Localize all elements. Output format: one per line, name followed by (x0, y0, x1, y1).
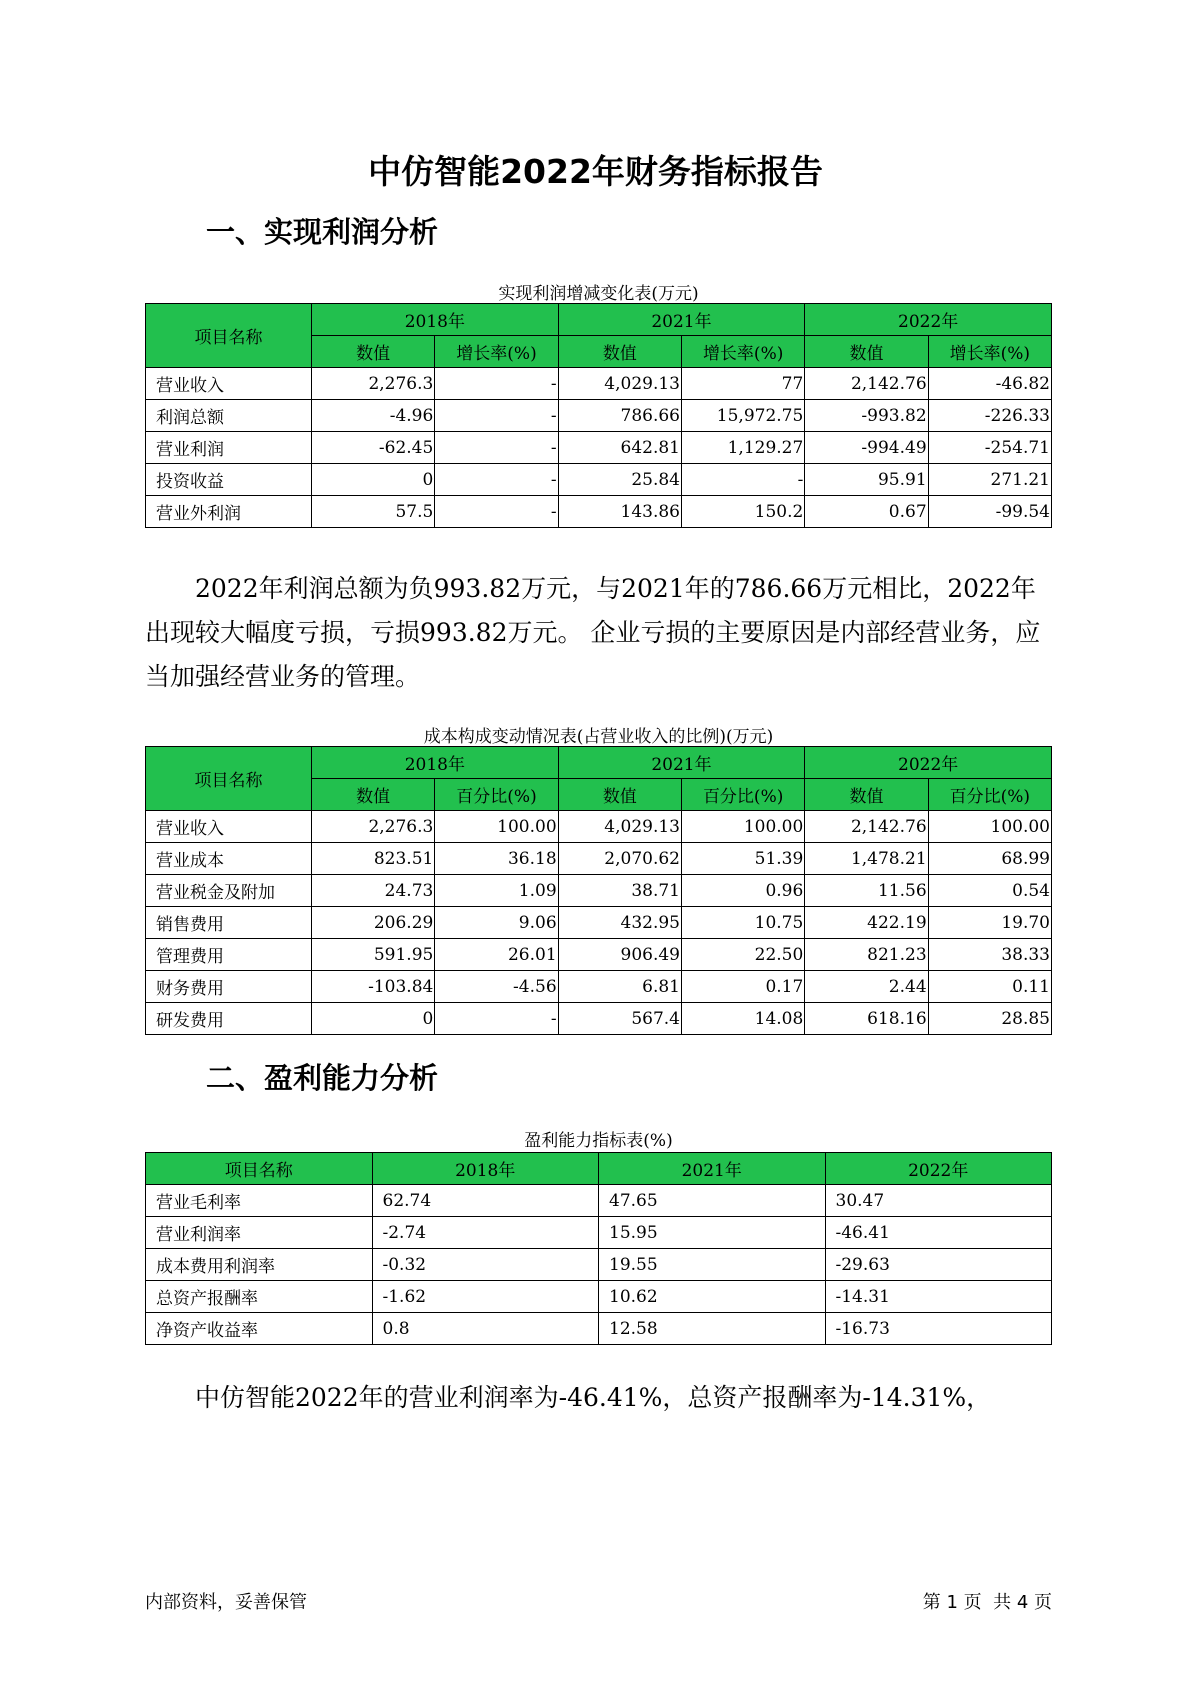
section-heading-profitability: 二、盈利能力分析 (206, 1061, 439, 1095)
table-row (146, 971, 1052, 1003)
table-caption-profit-change: 实现利润增减变化表(万元) (498, 284, 699, 304)
value-cell: -14.31 (825, 1281, 1052, 1313)
value-cell: 143.86 (558, 496, 681, 528)
value-cell: 36.18 (435, 843, 558, 875)
value-cell: 0 (312, 464, 435, 496)
value-cell: 25.84 (558, 464, 681, 496)
table-row (146, 1313, 1052, 1345)
value-cell: 271.21 (928, 464, 1051, 496)
row-label-cell: 财务费用 (146, 971, 312, 1003)
value-cell: -4.96 (312, 400, 435, 432)
value-cell: -103.84 (312, 971, 435, 1003)
table-subheader-value: 数值 (805, 336, 928, 368)
value-cell: 47.65 (599, 1185, 826, 1217)
value-cell: -254.71 (928, 432, 1051, 464)
table-header-year: 2018年 (372, 1153, 599, 1185)
value-cell: -29.63 (825, 1249, 1052, 1281)
table-subheader-growth: 增长率(%) (681, 336, 804, 368)
table-subheader-value: 数值 (312, 779, 435, 811)
value-cell: 0.96 (681, 875, 804, 907)
table-subheader-percent: 百分比(%) (928, 779, 1051, 811)
table-header-item-name: 项目名称 (146, 747, 312, 811)
value-cell: 22.50 (681, 939, 804, 971)
value-cell: 821.23 (805, 939, 928, 971)
value-cell: 38.71 (558, 875, 681, 907)
document-title: 中仿智能2022年财务指标报告 (368, 152, 823, 191)
row-label-cell: 营业利润 (146, 432, 312, 464)
value-cell: 0.54 (928, 875, 1051, 907)
table-header-year: 2021年 (558, 747, 805, 779)
profit-change-table (145, 303, 1052, 528)
value-cell: 38.33 (928, 939, 1051, 971)
value-cell: - (681, 464, 804, 496)
table-row (146, 1281, 1052, 1313)
value-cell: 618.16 (805, 1003, 928, 1035)
table-header-item-name: 项目名称 (146, 1153, 373, 1185)
table-row (146, 811, 1052, 843)
value-cell: 11.56 (805, 875, 928, 907)
value-cell: 4,029.13 (558, 368, 681, 400)
table-row (146, 464, 1052, 496)
table-subheader-growth: 增长率(%) (928, 336, 1051, 368)
value-cell: 2,276.3 (312, 811, 435, 843)
table-caption-profitability: 盈利能力指标表(%) (524, 1131, 673, 1151)
row-label-cell: 营业利润率 (146, 1217, 373, 1249)
value-cell: 1,129.27 (681, 432, 804, 464)
table-row (146, 843, 1052, 875)
value-cell: 2,142.76 (805, 368, 928, 400)
value-cell: 0.11 (928, 971, 1051, 1003)
row-label-cell: 营业税金及附加 (146, 875, 312, 907)
table-header-year: 2021年 (599, 1153, 826, 1185)
table-subheader-percent: 百分比(%) (435, 779, 558, 811)
cost-structure-table (145, 746, 1052, 1035)
table-subheader-percent: 百分比(%) (681, 779, 804, 811)
value-cell: - (435, 1003, 558, 1035)
value-cell: 2,276.3 (312, 368, 435, 400)
table-row (146, 368, 1052, 400)
section-heading-profit: 一、实现利润分析 (206, 215, 439, 249)
value-cell: 57.5 (312, 496, 435, 528)
row-label-cell: 总资产报酬率 (146, 1281, 373, 1313)
value-cell: 0.8 (372, 1313, 599, 1345)
value-cell: 150.2 (681, 496, 804, 528)
value-cell: 100.00 (928, 811, 1051, 843)
row-label-cell: 净资产收益率 (146, 1313, 373, 1345)
value-cell: 9.06 (435, 907, 558, 939)
value-cell: 642.81 (558, 432, 681, 464)
profit-analysis-paragraph: 2022年利润总额为负993.82万元，与2021年的786.66万元相比，2022年出现较大幅度亏损，亏损993.82万元。 企业亏损的主要原因是内部经营业务，应当加强经营业务的管理。 (145, 574, 1041, 691)
value-cell: 68.99 (928, 843, 1051, 875)
value-cell: 100.00 (435, 811, 558, 843)
value-cell: 24.73 (312, 875, 435, 907)
table-header-year: 2022年 (805, 747, 1052, 779)
value-cell: 10.75 (681, 907, 804, 939)
table-row (146, 1003, 1052, 1035)
table-row (146, 939, 1052, 971)
value-cell: 2,142.76 (805, 811, 928, 843)
value-cell: - (435, 496, 558, 528)
table-row (146, 1185, 1052, 1217)
value-cell: 95.91 (805, 464, 928, 496)
value-cell: 6.81 (558, 971, 681, 1003)
table-subheader-value: 数值 (558, 779, 681, 811)
value-cell: 2,070.62 (558, 843, 681, 875)
value-cell: -226.33 (928, 400, 1051, 432)
value-cell: 100.00 (681, 811, 804, 843)
table-header-year: 2022年 (825, 1153, 1052, 1185)
value-cell: 26.01 (435, 939, 558, 971)
table-subheader-value: 数值 (558, 336, 681, 368)
row-label-cell: 营业收入 (146, 811, 312, 843)
table-row (146, 907, 1052, 939)
value-cell: -993.82 (805, 400, 928, 432)
value-cell: 567.4 (558, 1003, 681, 1035)
value-cell: 77 (681, 368, 804, 400)
table-header-item-name: 项目名称 (146, 304, 312, 368)
value-cell: 14.08 (681, 1003, 804, 1035)
value-cell: -1.62 (372, 1281, 599, 1313)
table-header-year: 2022年 (805, 304, 1052, 336)
table-row (146, 432, 1052, 464)
value-cell: - (435, 368, 558, 400)
value-cell: 4,029.13 (558, 811, 681, 843)
row-label-cell: 营业外利润 (146, 496, 312, 528)
value-cell: 432.95 (558, 907, 681, 939)
value-cell: 823.51 (312, 843, 435, 875)
value-cell: 206.29 (312, 907, 435, 939)
table-row (146, 1217, 1052, 1249)
table-row (146, 1249, 1052, 1281)
profitability-table (145, 1152, 1052, 1345)
footer-confidential-note: 内部资料，妥善保管 (145, 1592, 307, 1613)
value-cell: 19.55 (599, 1249, 826, 1281)
value-cell: -99.54 (928, 496, 1051, 528)
value-cell: 10.62 (599, 1281, 826, 1313)
value-cell: 0.67 (805, 496, 928, 528)
value-cell: 0 (312, 1003, 435, 1035)
value-cell: 1.09 (435, 875, 558, 907)
value-cell: 786.66 (558, 400, 681, 432)
value-cell: - (435, 464, 558, 496)
value-cell: - (435, 432, 558, 464)
table-subheader-value: 数值 (312, 336, 435, 368)
profitability-paragraph: 中仿智能2022年的营业利润率为-46.41%，总资产报酬率为-14.31%， (195, 1383, 992, 1412)
row-label-cell: 利润总额 (146, 400, 312, 432)
table-row (146, 496, 1052, 528)
value-cell: 15,972.75 (681, 400, 804, 432)
row-label-cell: 管理费用 (146, 939, 312, 971)
value-cell: 30.47 (825, 1185, 1052, 1217)
table-header-year: 2018年 (312, 747, 559, 779)
value-cell: 591.95 (312, 939, 435, 971)
value-cell: -2.74 (372, 1217, 599, 1249)
value-cell: 1,478.21 (805, 843, 928, 875)
row-label-cell: 营业毛利率 (146, 1185, 373, 1217)
value-cell: 19.70 (928, 907, 1051, 939)
row-label-cell: 销售费用 (146, 907, 312, 939)
value-cell: 28.85 (928, 1003, 1051, 1035)
row-label-cell: 研发费用 (146, 1003, 312, 1035)
value-cell: - (435, 400, 558, 432)
value-cell: -0.32 (372, 1249, 599, 1281)
value-cell: 51.39 (681, 843, 804, 875)
value-cell: 12.58 (599, 1313, 826, 1345)
table-subheader-growth: 增长率(%) (435, 336, 558, 368)
value-cell: -4.56 (435, 971, 558, 1003)
table-caption-cost-structure: 成本构成变动情况表(占营业收入的比例)(万元) (423, 727, 774, 747)
value-cell: -16.73 (825, 1313, 1052, 1345)
value-cell: -46.41 (825, 1217, 1052, 1249)
value-cell: 906.49 (558, 939, 681, 971)
value-cell: 0.17 (681, 971, 804, 1003)
footer-page-number: 第 1 页 共 4 页 (922, 1592, 1052, 1613)
table-header-year: 2021年 (558, 304, 805, 336)
table-row (146, 875, 1052, 907)
value-cell: -62.45 (312, 432, 435, 464)
table-subheader-value: 数值 (805, 779, 928, 811)
value-cell: 15.95 (599, 1217, 826, 1249)
value-cell: 422.19 (805, 907, 928, 939)
table-row (146, 400, 1052, 432)
row-label-cell: 营业收入 (146, 368, 312, 400)
value-cell: 62.74 (372, 1185, 599, 1217)
table-header-year: 2018年 (312, 304, 559, 336)
row-label-cell: 投资收益 (146, 464, 312, 496)
value-cell: 2.44 (805, 971, 928, 1003)
value-cell: -994.49 (805, 432, 928, 464)
row-label-cell: 营业成本 (146, 843, 312, 875)
value-cell: -46.82 (928, 368, 1051, 400)
row-label-cell: 成本费用利润率 (146, 1249, 373, 1281)
